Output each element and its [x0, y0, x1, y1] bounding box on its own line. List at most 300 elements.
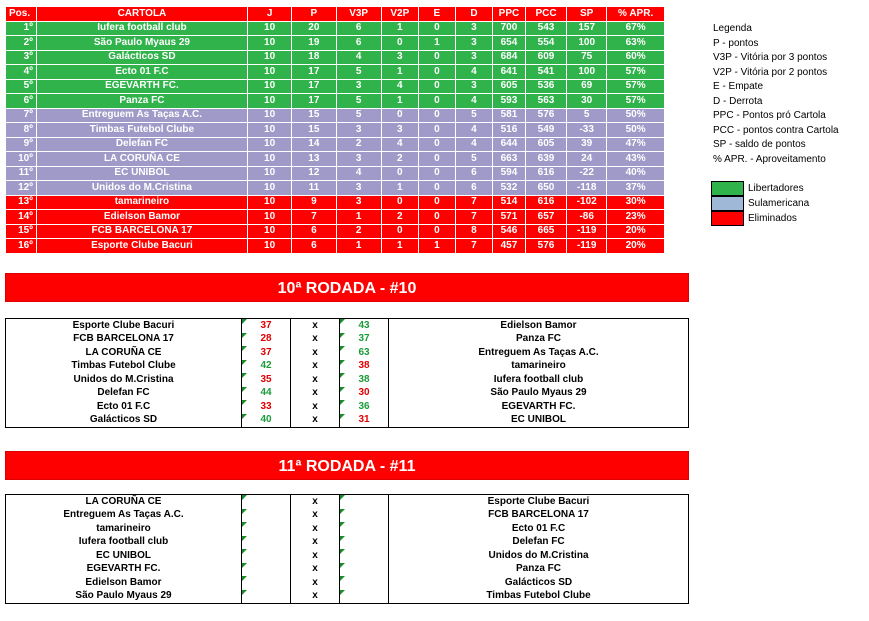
- cell-marker-icon: [340, 522, 345, 527]
- standings-cell-j: 10: [247, 36, 291, 51]
- standings-cell-v2p: 0: [381, 108, 418, 123]
- home-team: Galácticos SD: [6, 414, 242, 428]
- standings-cell-sp: 39: [567, 137, 607, 152]
- cell-marker-icon: [340, 495, 345, 500]
- home-team: FCB BARCELONA 17: [6, 333, 242, 347]
- standings-cell-d: 5: [455, 108, 492, 123]
- standings-cell-j: 10: [247, 21, 291, 36]
- away-score: 63: [358, 346, 370, 358]
- home-score-cell: [242, 414, 291, 428]
- standings-cell-apr: 20%: [607, 224, 665, 239]
- legend-item: E - Empate: [713, 81, 764, 92]
- zone-legend-row: [711, 211, 809, 226]
- header-cartola: CARTOLA: [36, 7, 247, 22]
- versus-label: x: [291, 360, 340, 374]
- versus-label: x: [291, 333, 340, 347]
- standings-cell-e: 0: [418, 21, 455, 36]
- standings-cell-apr: 57%: [607, 94, 665, 109]
- standings-cell-v2p: 4: [381, 137, 418, 152]
- cell-marker-icon: [242, 346, 247, 351]
- standings-cell-ppc: 514: [492, 195, 525, 210]
- standings-cell-v3p: 3: [336, 79, 381, 94]
- standings-row: [6, 239, 665, 254]
- standings-cell-apr: 37%: [607, 181, 665, 196]
- standings-row: [6, 210, 665, 225]
- standings-cell-team: Timbas Futebol Clube: [36, 123, 247, 138]
- standings-cell-d: 4: [455, 94, 492, 109]
- standings-cell-d: 3: [455, 36, 492, 51]
- standings-cell-j: 10: [247, 224, 291, 239]
- standings-cell-j: 10: [247, 94, 291, 109]
- standings-cell-j: 10: [247, 50, 291, 65]
- cell-marker-icon: [242, 576, 247, 581]
- standings-cell-e: 0: [418, 108, 455, 123]
- zone-swatch: [711, 196, 744, 211]
- standings-cell-v2p: 2: [381, 152, 418, 167]
- versus-label: x: [291, 400, 340, 414]
- standings-cell-v3p: 2: [336, 137, 381, 152]
- standings-cell-e: 0: [418, 50, 455, 65]
- header-v2p: V2P: [381, 7, 418, 22]
- standings-cell-ppc: 546: [492, 224, 525, 239]
- standings-cell-p: 20: [292, 21, 336, 36]
- away-score-cell: [340, 549, 389, 563]
- zone-swatch: [711, 211, 744, 226]
- standings-row: [6, 79, 665, 94]
- standings-row: [6, 94, 665, 109]
- standings-cell-ppc: 516: [492, 123, 525, 138]
- standings-cell-j: 10: [247, 152, 291, 167]
- header-v3p: V3P: [336, 7, 381, 22]
- away-score-cell: [340, 509, 389, 523]
- away-team: EC UNIBOL: [511, 414, 566, 426]
- standings-cell-p: 19: [292, 36, 336, 51]
- standings-cell-ppc: 644: [492, 137, 525, 152]
- standings-cell-sp: 69: [567, 79, 607, 94]
- standings-row: [6, 123, 665, 138]
- cell-marker-icon: [242, 495, 247, 500]
- standings-cell-sp: 100: [567, 36, 607, 51]
- legend-items: [713, 37, 839, 168]
- round-10-banner: 10ª RODADA - #10: [5, 273, 689, 302]
- standings-cell-v2p: 3: [381, 50, 418, 65]
- standings-cell-e: 0: [418, 210, 455, 225]
- away-team: Galácticos SD: [504, 576, 573, 588]
- standings-cell-pcc: 576: [525, 108, 566, 123]
- away-score-cell: [340, 319, 389, 333]
- standings-cell-team: EGEVARTH FC.: [36, 79, 247, 94]
- standings-cell-e: 0: [418, 65, 455, 80]
- versus-label: x: [291, 590, 340, 604]
- away-score-cell: [340, 576, 389, 590]
- standings-cell-sp: -102: [567, 195, 607, 210]
- standings-cell-v3p: 2: [336, 224, 381, 239]
- match-row: [6, 373, 689, 387]
- round-10-table: [5, 318, 689, 428]
- home-team: Entreguem As Taças A.C.: [6, 509, 242, 523]
- standings-cell-v3p: 5: [336, 65, 381, 80]
- cell-marker-icon: [242, 509, 247, 514]
- cell-marker-icon: [340, 414, 345, 419]
- cell-marker-icon: [340, 387, 345, 392]
- standings-cell-pos: 5º: [6, 79, 37, 94]
- away-score: 43: [358, 319, 370, 331]
- home-score: 37: [260, 319, 272, 331]
- standings-cell-team: LA CORUÑA CE: [36, 152, 247, 167]
- home-score-cell: [242, 576, 291, 590]
- standings-cell-v2p: 1: [381, 94, 418, 109]
- legend-item: PCC - pontos contra Cartola: [713, 124, 839, 136]
- header-ppc: PPC: [492, 7, 525, 22]
- versus-label: x: [291, 576, 340, 590]
- standings-header-row: [6, 7, 665, 22]
- standings-cell-team: Galácticos SD: [36, 50, 247, 65]
- away-team: São Paulo Myaus 29: [490, 387, 587, 399]
- home-team: Iufera football club: [6, 536, 242, 550]
- standings-cell-v3p: 1: [336, 239, 381, 254]
- round-11-body: [6, 495, 689, 604]
- cell-marker-icon: [242, 333, 247, 338]
- standings-cell-d: 3: [455, 79, 492, 94]
- away-score: 38: [358, 360, 370, 372]
- standings-cell-v3p: 6: [336, 36, 381, 51]
- versus-label: x: [291, 319, 340, 333]
- home-team: Delefan FC: [6, 387, 242, 401]
- home-score-cell: [242, 549, 291, 563]
- match-row: [6, 360, 689, 374]
- versus-label: x: [291, 563, 340, 577]
- round-11-table: [5, 494, 689, 604]
- standings-cell-pcc: 639: [525, 152, 566, 167]
- standings-cell-ppc: 594: [492, 166, 525, 181]
- standings-cell-ppc: 684: [492, 50, 525, 65]
- away-team: Edielson Bamor: [500, 319, 577, 331]
- standings-row: [6, 152, 665, 167]
- standings-cell-p: 9: [292, 195, 336, 210]
- away-score-cell: [340, 522, 389, 536]
- home-score-cell: [242, 346, 291, 360]
- standings-cell-p: 17: [292, 94, 336, 109]
- home-score: 40: [260, 414, 272, 426]
- standings-cell-d: 3: [455, 21, 492, 36]
- standings-cell-sp: 157: [567, 21, 607, 36]
- home-score-cell: [242, 319, 291, 333]
- cell-marker-icon: [340, 576, 345, 581]
- standings-cell-team: Ecto 01 F.C: [36, 65, 247, 80]
- standings-cell-p: 17: [292, 65, 336, 80]
- standings-cell-pcc: 549: [525, 123, 566, 138]
- versus-label: x: [291, 536, 340, 550]
- standings-cell-sp: 100: [567, 65, 607, 80]
- cell-marker-icon: [340, 536, 345, 541]
- cell-marker-icon: [242, 536, 247, 541]
- standings-cell-pcc: 543: [525, 21, 566, 36]
- standings-cell-apr: 63%: [607, 36, 665, 51]
- standings-cell-p: 12: [292, 166, 336, 181]
- standings-cell-j: 10: [247, 166, 291, 181]
- cell-marker-icon: [242, 414, 247, 419]
- home-team: Unidos do M.Cristina: [6, 373, 242, 387]
- home-score-cell: [242, 333, 291, 347]
- header-d: D: [455, 7, 492, 22]
- standings-cell-pos: 14º: [6, 210, 37, 225]
- standings-cell-team: Esporte Clube Bacuri: [36, 239, 247, 254]
- standings-cell-v2p: 0: [381, 195, 418, 210]
- standings-cell-v3p: 1: [336, 210, 381, 225]
- standings-cell-team: Entreguem As Taças A.C.: [36, 108, 247, 123]
- standings-cell-e: 0: [418, 195, 455, 210]
- standings-cell-v2p: 0: [381, 224, 418, 239]
- zone-legend-row: [711, 196, 809, 211]
- versus-label: x: [291, 346, 340, 360]
- cell-marker-icon: [242, 590, 247, 595]
- standings-row: [6, 36, 665, 51]
- cell-marker-icon: [242, 319, 247, 324]
- standings-cell-pos: 3º: [6, 50, 37, 65]
- standings-cell-e: 0: [418, 166, 455, 181]
- standings-cell-pos: 8º: [6, 123, 37, 138]
- standings-cell-d: 7: [455, 210, 492, 225]
- match-row: [6, 333, 689, 347]
- versus-label: x: [291, 549, 340, 563]
- standings-cell-apr: 40%: [607, 166, 665, 181]
- match-row: [6, 549, 689, 563]
- away-score-cell: [340, 360, 389, 374]
- standings-cell-ppc: 700: [492, 21, 525, 36]
- standings-cell-e: 0: [418, 94, 455, 109]
- standings-cell-j: 10: [247, 195, 291, 210]
- legend-item: SP - saldo de pontos: [713, 139, 806, 150]
- versus-label: x: [291, 373, 340, 387]
- home-score: 33: [260, 400, 272, 412]
- standings-cell-j: 10: [247, 137, 291, 152]
- standings-cell-pos: 15º: [6, 224, 37, 239]
- cell-marker-icon: [242, 549, 247, 554]
- standings-cell-sp: 30: [567, 94, 607, 109]
- home-score-cell: [242, 509, 291, 523]
- home-team: EC UNIBOL: [6, 549, 242, 563]
- standings-cell-pos: 2º: [6, 36, 37, 51]
- standings-cell-v2p: 1: [381, 21, 418, 36]
- standings-cell-pos: 16º: [6, 239, 37, 254]
- standings-cell-sp: -86: [567, 210, 607, 225]
- standings-cell-d: 6: [455, 181, 492, 196]
- standings-cell-e: 0: [418, 123, 455, 138]
- standings-cell-v3p: 3: [336, 181, 381, 196]
- standings-cell-v3p: 3: [336, 123, 381, 138]
- standings-cell-e: 0: [418, 152, 455, 167]
- standings-cell-apr: 57%: [607, 65, 665, 80]
- versus-label: x: [291, 414, 340, 428]
- standings-cell-v2p: 1: [381, 65, 418, 80]
- match-row: [6, 495, 689, 509]
- cell-marker-icon: [242, 387, 247, 392]
- away-team: Timbas Futebol Clube: [486, 590, 591, 602]
- standings-cell-v3p: 4: [336, 50, 381, 65]
- standings-row: [6, 108, 665, 123]
- match-row: [6, 319, 689, 333]
- away-score: 31: [358, 414, 370, 426]
- standings-cell-pcc: 576: [525, 239, 566, 254]
- standings-cell-e: 0: [418, 79, 455, 94]
- home-team: Ecto 01 F.C: [6, 400, 242, 414]
- away-team: EGEVARTH FC.: [501, 400, 576, 412]
- standings-cell-ppc: 457: [492, 239, 525, 254]
- standings-cell-e: 0: [418, 224, 455, 239]
- standings-cell-sp: -33: [567, 123, 607, 138]
- standings-cell-apr: 57%: [607, 79, 665, 94]
- standings-cell-ppc: 593: [492, 94, 525, 109]
- away-score-cell: [340, 346, 389, 360]
- round-11-banner: 11ª RODADA - #11: [5, 451, 689, 480]
- standings-cell-sp: -119: [567, 239, 607, 254]
- standings-row: [6, 65, 665, 80]
- home-score: 37: [260, 346, 272, 358]
- round-10-body: [6, 319, 689, 428]
- cell-marker-icon: [340, 346, 345, 351]
- home-score: 42: [260, 360, 272, 372]
- standings-cell-d: 3: [455, 50, 492, 65]
- standings-cell-v3p: 6: [336, 21, 381, 36]
- standings-cell-team: Edielson Bamor: [36, 210, 247, 225]
- away-score: 38: [358, 373, 370, 385]
- legend-item: D - Derrota: [713, 95, 763, 107]
- header-j: J: [247, 7, 291, 22]
- away-score: 30: [358, 387, 370, 399]
- zone-swatch: [711, 181, 744, 196]
- cell-marker-icon: [242, 563, 247, 568]
- standings-cell-e: 1: [418, 239, 455, 254]
- away-team: Entreguem As Taças A.C.: [478, 346, 599, 358]
- match-row: [6, 414, 689, 428]
- standings-cell-d: 4: [455, 65, 492, 80]
- zone-label: Eliminados: [748, 213, 797, 224]
- cell-marker-icon: [242, 400, 247, 405]
- standings-row: [6, 181, 665, 196]
- standings-row: [6, 195, 665, 210]
- standings-cell-ppc: 663: [492, 152, 525, 167]
- home-team: LA CORUÑA CE: [6, 495, 242, 509]
- home-score-cell: [242, 536, 291, 550]
- standings-cell-v2p: 0: [381, 166, 418, 181]
- standings-cell-v3p: 5: [336, 108, 381, 123]
- home-score-cell: [242, 522, 291, 536]
- header-pcc: PCC: [525, 7, 566, 22]
- standings-cell-v3p: 4: [336, 166, 381, 181]
- standings-cell-pcc: 536: [525, 79, 566, 94]
- away-score-cell: [340, 387, 389, 401]
- home-score: 35: [260, 373, 272, 385]
- standings-cell-j: 10: [247, 123, 291, 138]
- home-score-cell: [242, 387, 291, 401]
- standings-cell-v3p: 3: [336, 152, 381, 167]
- legend-item: % APR. - Aproveitamento: [713, 153, 826, 165]
- standings-cell-d: 4: [455, 123, 492, 138]
- standings-cell-pos: 6º: [6, 94, 37, 109]
- standings-cell-pcc: 563: [525, 94, 566, 109]
- legend-item: PPC - Pontos pró Cartola: [713, 110, 826, 121]
- standings-cell-v3p: 3: [336, 195, 381, 210]
- home-score-cell: [242, 373, 291, 387]
- standings-row: [6, 166, 665, 181]
- standings-cell-e: 0: [418, 137, 455, 152]
- away-team: Iufera football club: [493, 373, 584, 385]
- cell-marker-icon: [340, 509, 345, 514]
- standings-cell-ppc: 605: [492, 79, 525, 94]
- match-row: [6, 387, 689, 401]
- standings-table: [5, 6, 665, 254]
- standings-cell-sp: 24: [567, 152, 607, 167]
- standings-cell-d: 8: [455, 224, 492, 239]
- away-team: Unidos do M.Cristina: [488, 549, 589, 561]
- cell-marker-icon: [242, 373, 247, 378]
- standings-cell-pos: 4º: [6, 65, 37, 80]
- cell-marker-icon: [340, 360, 345, 365]
- away-score: 36: [358, 400, 370, 412]
- standings-cell-pcc: 650: [525, 181, 566, 196]
- away-score-cell: [340, 414, 389, 428]
- legend: [713, 22, 839, 167]
- header-p: P: [292, 7, 336, 22]
- standings-cell-apr: 60%: [607, 50, 665, 65]
- home-score-cell: [242, 590, 291, 604]
- away-score-cell: [340, 590, 389, 604]
- home-score-cell: [242, 360, 291, 374]
- standings-cell-e: 0: [418, 181, 455, 196]
- home-score-cell: [242, 400, 291, 414]
- standings-cell-apr: 50%: [607, 108, 665, 123]
- standings-cell-pos: 7º: [6, 108, 37, 123]
- standings-cell-apr: 43%: [607, 152, 665, 167]
- standings-row: [6, 50, 665, 65]
- standings-cell-d: 5: [455, 152, 492, 167]
- standings-cell-d: 4: [455, 137, 492, 152]
- standings-cell-pcc: 616: [525, 166, 566, 181]
- home-team: Edielson Bamor: [6, 576, 242, 590]
- standings-cell-team: Iufera football club: [36, 21, 247, 36]
- standings-cell-ppc: 571: [492, 210, 525, 225]
- header-apr: % APR.: [607, 7, 665, 22]
- cell-marker-icon: [340, 563, 345, 568]
- standings-cell-pos: 12º: [6, 181, 37, 196]
- header-sp: SP: [567, 7, 607, 22]
- away-score-cell: [340, 333, 389, 347]
- zone-legend: [711, 181, 809, 226]
- standings-cell-pos: 9º: [6, 137, 37, 152]
- standings-cell-team: FCB BARCELONA 17: [36, 224, 247, 239]
- away-team: Delefan FC: [512, 536, 565, 548]
- standings-cell-apr: 47%: [607, 137, 665, 152]
- standings-cell-pcc: 665: [525, 224, 566, 239]
- standings-cell-team: EC UNIBOL: [36, 166, 247, 181]
- match-row: [6, 536, 689, 550]
- standings-cell-sp: -22: [567, 166, 607, 181]
- standings-cell-p: 17: [292, 79, 336, 94]
- cell-marker-icon: [340, 400, 345, 405]
- legend-title: Legenda: [713, 23, 752, 34]
- standings-cell-pcc: 554: [525, 36, 566, 51]
- standings-cell-j: 10: [247, 108, 291, 123]
- away-score-cell: [340, 563, 389, 577]
- standings-cell-pcc: 609: [525, 50, 566, 65]
- home-team: LA CORUÑA CE: [6, 346, 242, 360]
- standings-cell-pcc: 605: [525, 137, 566, 152]
- cell-marker-icon: [242, 360, 247, 365]
- standings-cell-p: 11: [292, 181, 336, 196]
- home-team: São Paulo Myaus 29: [6, 590, 242, 604]
- standings-cell-d: 6: [455, 166, 492, 181]
- match-row: [6, 400, 689, 414]
